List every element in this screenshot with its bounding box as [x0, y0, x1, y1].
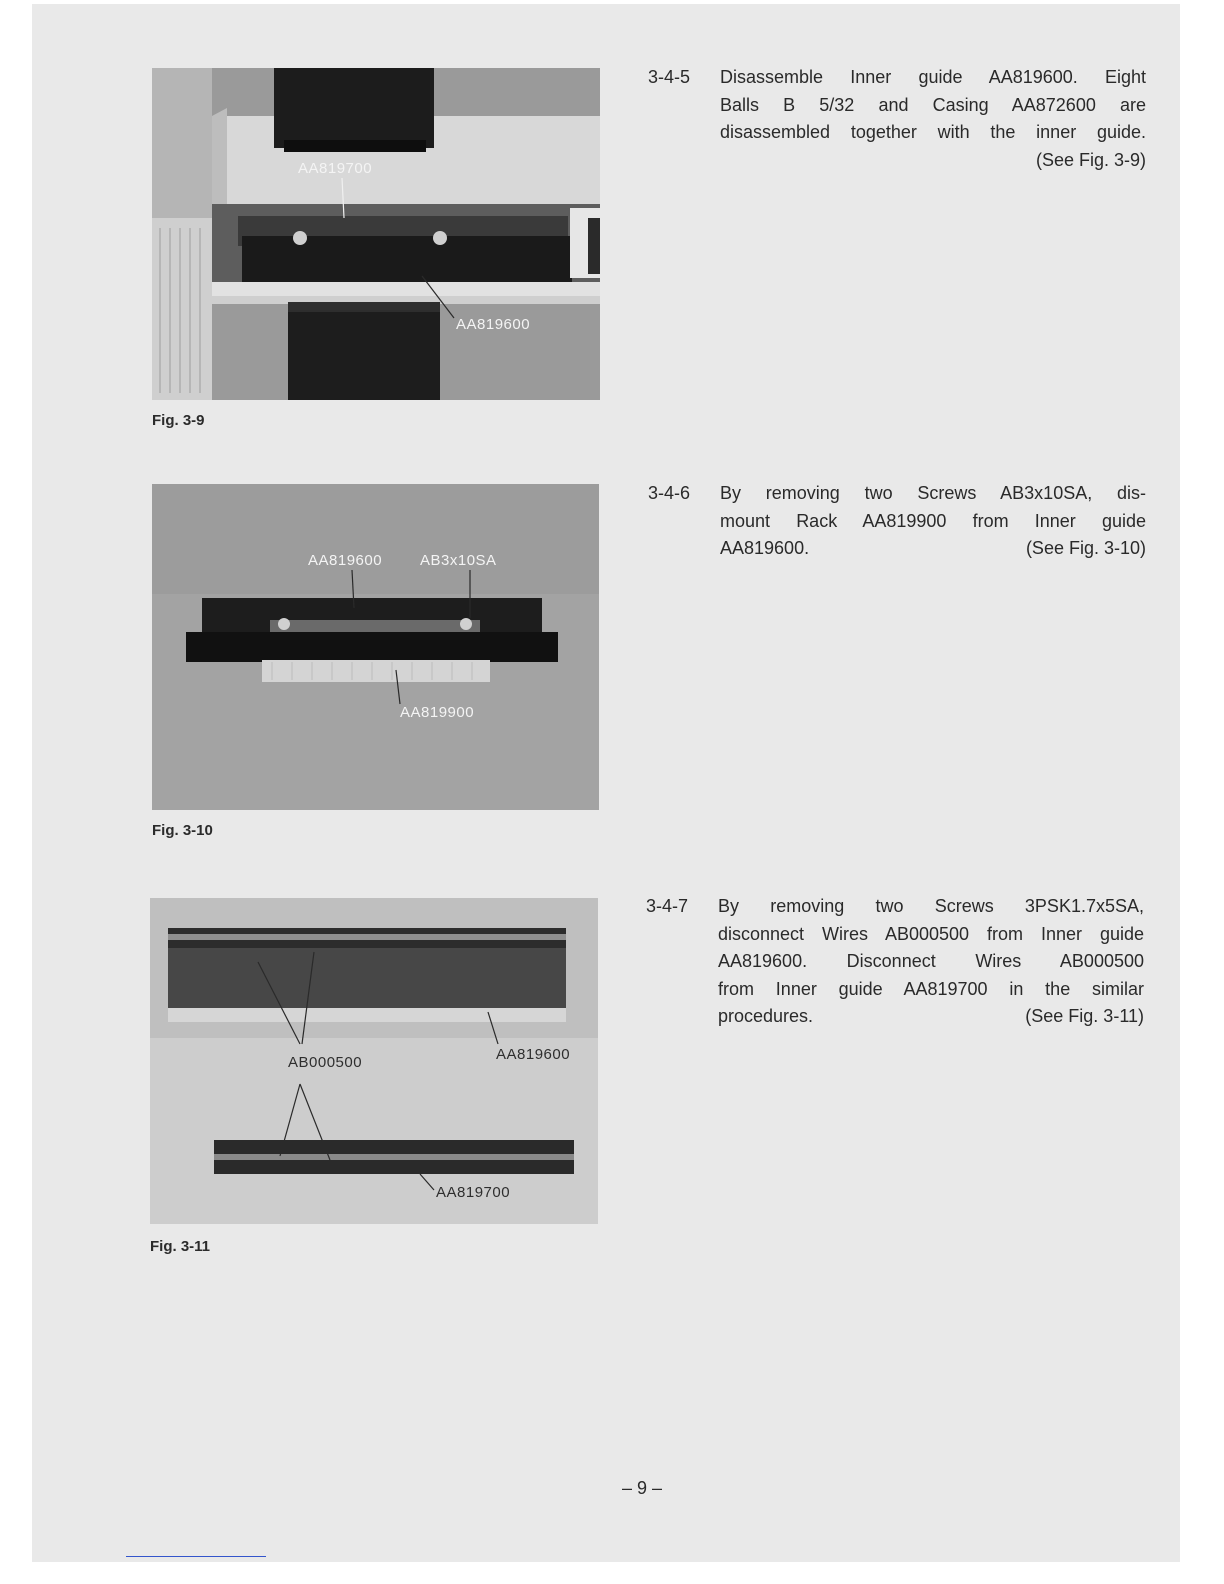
callout-ab000500: AB000500: [288, 1054, 363, 1071]
figure-reference: (See Fig. 3-11): [1025, 1006, 1144, 1026]
step-number: 3-4-5: [648, 67, 691, 87]
step-number: 3-4-7: [646, 896, 689, 916]
page-number: – 9 –: [622, 1478, 663, 1498]
figure-3-11-photo: [150, 898, 598, 1224]
step-line: Balls B 5/32 and Casing AA872600 are: [720, 94, 1146, 115]
step-line: AA819600. Disconnect Wires AB000500: [718, 951, 1144, 971]
callout-aa819900: AA819900: [400, 704, 475, 721]
step-line: from Inner guide AA819700 in the similar: [718, 978, 1144, 999]
figure-caption: Fig. 3-9: [152, 412, 205, 429]
callout-aa819600: AA819600: [308, 552, 383, 569]
figure-3-9-photo: [152, 68, 600, 400]
step-number: 3-4-6: [648, 483, 691, 503]
step-line-row: [718, 1003, 1144, 1031]
callout-aa819600: AA819600: [456, 316, 531, 333]
callout-aa819600: AA819600: [496, 1046, 571, 1063]
step-line: AA819600.: [720, 538, 810, 558]
figure-caption: Fig. 3-11: [150, 1238, 211, 1255]
figure-3-10-photo: [152, 484, 599, 810]
step-line: By removing two Screws AB3x10SA, dis-: [720, 483, 1146, 503]
callout-aa819700: AA819700: [298, 160, 373, 177]
callout-aa819700: AA819700: [436, 1184, 511, 1201]
step-line: mount Rack AA819900 from Inner guide: [720, 510, 1146, 531]
figure-reference: (See Fig. 3-10): [1025, 538, 1146, 558]
step-line: disconnect Wires AB000500 from Inner guide: [718, 923, 1144, 944]
step-line: By removing two Screws 3PSK1.7x5SA,: [718, 896, 1144, 916]
callout-ab3x10sa: AB3x10SA: [420, 552, 497, 569]
step-line-row: [720, 535, 1146, 563]
step-body: [718, 893, 1144, 1031]
step-line: procedures.: [718, 1006, 814, 1026]
step-body: [720, 480, 1146, 563]
step-line: Disassemble Inner guide AA819600. Eight: [720, 67, 1146, 87]
footer-rule: [126, 1556, 266, 1557]
figure-reference: (See Fig. 3-9): [1035, 149, 1146, 170]
step-body: [720, 64, 1146, 174]
figure-caption: Fig. 3-10: [152, 822, 213, 839]
step-line: disassembled together with the inner guide.: [720, 122, 1146, 142]
